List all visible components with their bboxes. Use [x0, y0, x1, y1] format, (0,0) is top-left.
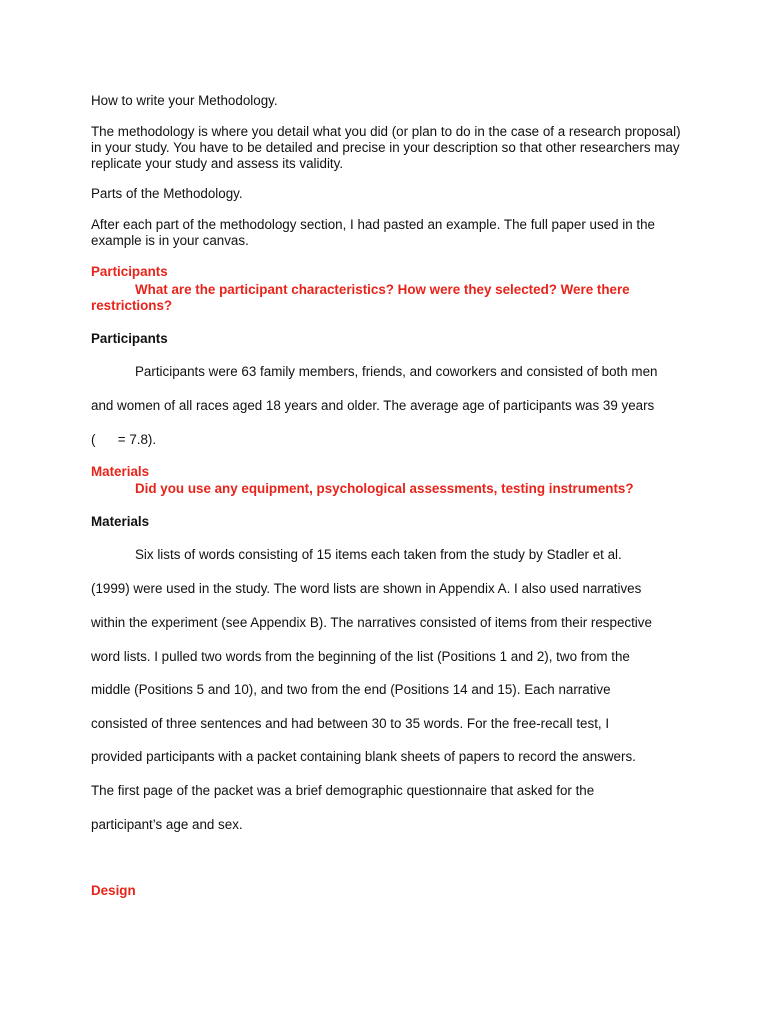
parts-heading: Parts of the Methodology.: [91, 186, 243, 201]
materials-example-line: consisted of three sentences and had between 30 to 35 words. For the free-recall test, I: [91, 716, 610, 731]
materials-example-line: (1999) were used in the study. The word lists are shown in Appendix A. I also used narratives: [91, 581, 642, 596]
materials-example-line: The first page of the packet was a brief demographic questionnaire that asked for the: [91, 783, 595, 798]
example-note: After each part of the methodology section, I had pasted an example. The full paper used in the example is in your canvas.: [91, 217, 656, 248]
participants-example-line: and women of all races aged 18 years and older. The average age of participants was 39 years: [91, 398, 655, 413]
materials-example-line: provided participants with a packet containing blank sheets of papers to record the answers.: [91, 749, 636, 764]
participants-question: What are the participant characteristics? How were they selected? Were there restrictions?: [91, 282, 630, 313]
materials-example-line: participant’s age and sex.: [91, 817, 243, 832]
participants-example-line: ( = 7.8).: [91, 432, 157, 447]
intro-paragraph: The methodology is where you detail what you did (or plan to do in the case of a research proposal) in your study. You have to be detailed and precise in your description so that other researchers may replicate your study and assess its validity.: [91, 124, 681, 171]
materials-example-line: within the experiment (see Appendix B). The narratives consisted of items from their respective: [91, 615, 652, 630]
design-section-title: Design: [91, 883, 136, 898]
materials-example-line: Six lists of words consisting of 15 items each taken from the study by Stadler et al.: [135, 547, 622, 562]
materials-example-heading: Materials: [91, 514, 150, 529]
participants-example-line: Participants were 63 family members, friends, and coworkers and consisted of both men: [135, 364, 658, 379]
materials-example-line: middle (Positions 5 and 10), and two from the end (Positions 14 and 15). Each narrative: [91, 682, 611, 697]
participants-section-title: Participants: [91, 264, 168, 279]
materials-question: Did you use any equipment, psychological assessments, testing instruments?: [135, 481, 634, 496]
document-heading: How to write your Methodology.: [91, 93, 278, 108]
materials-example-line: word lists. I pulled two words from the beginning of the list (Positions 1 and 2), two from the: [91, 649, 630, 664]
materials-section-title: Materials: [91, 464, 150, 479]
participants-example-heading: Participants: [91, 331, 168, 346]
